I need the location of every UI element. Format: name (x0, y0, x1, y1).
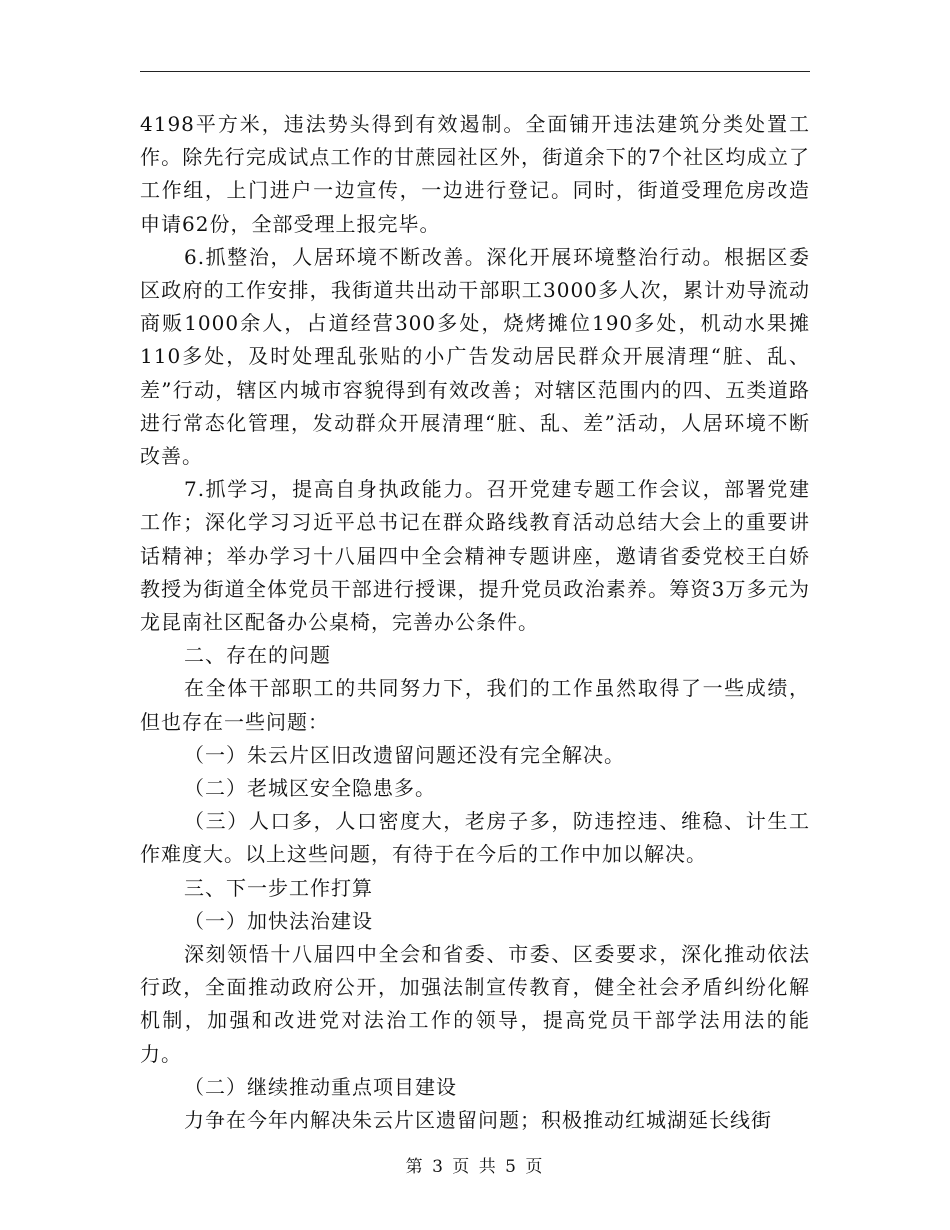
paragraph: 7.抓学习，提高自身执政能力。召开党建专题工作会议，部署党建工作；深化学习习近平总书记在群众路线教育活动总结大会上的重要讲话精神；举办学习十八届四中全会精神专题讲座，邀请省委党校王白娇教授为街道全体党员干部进行授课，提升党员政治素养。筹资3万多元为龙昆南社区配备办公桌椅，完善办公条件。 (140, 477, 810, 635)
section-heading: 二、存在的问题 (184, 643, 331, 668)
list-item: （三）人口多，人口密度大，老房子多，防违控违、维稳、计生工作难度大。以上这些问题，有待于在今后的工作中加以解决。 (140, 809, 810, 867)
header-rule (140, 71, 810, 72)
document-body (140, 108, 810, 1137)
paragraph: 深刻领悟十八届四中全会和省委、市委、区委要求，深化推动依法行政，全面推动政府公开，加强法制宣传教育，健全社会矛盾纠纷化解机制，加强和改进党对法治工作的领导，提高党员干部学法用法的能力。 (140, 942, 810, 1066)
list-item: （二）老城区安全隐患多。 (184, 776, 436, 801)
paragraph: 在全体干部职工的共同努力下，我们的工作虽然取得了一些成绩，但也存在一些问题： (140, 676, 810, 734)
list-item: （一）朱云片区旧改遗留问题还没有完全解决。 (184, 742, 625, 767)
paragraph: 力争在今年内解决朱云片区遗留问题；积极推动红城湖延长线街 (184, 1108, 772, 1133)
paragraph: 6.抓整治，人居环境不断改善。深化开展环境整治行动。根据区委区政府的工作安排，我街道共出动干部职工3000多人次，累计劝导流动商贩1000余人，占道经营300多处，烧烤摊位190多处，机动水果摊110多处，及时处理乱张贴的小广告发动居民群众开展清理“脏、乱、差”行动，辖区内城市容貌得到有效改善；对辖区范围内的四、五类道路进行常态化管理，发动群众开展清理“脏、乱、差”活动，人居环境不断改善。 (140, 244, 810, 469)
paragraph: 4198平方米，违法势头得到有效遏制。全面铺开违法建筑分类处置工作。除先行完成试点工作的甘蔗园社区外，街道余下的7个社区均成立了工作组，上门进户一边宣传，一边进行登记。同时，街道受理危房改造申请62份，全部受理上报完毕。 (140, 112, 810, 236)
subsection-heading: （二）继续推动重点项目建设 (184, 1074, 457, 1099)
page-number-footer: 第 3 页 共 5 页 (405, 1157, 545, 1177)
subsection-heading: （一）加快法治建设 (184, 908, 373, 933)
section-heading: 三、下一步工作打算 (184, 875, 373, 900)
